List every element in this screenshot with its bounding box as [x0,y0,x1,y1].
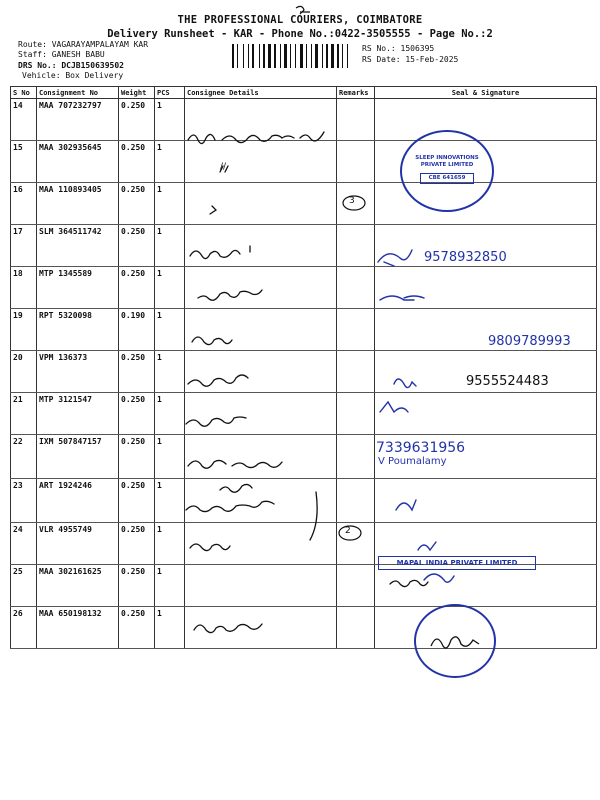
row-consignment: SLM 364511742 [37,225,119,267]
row-consignment: MAA 302935645 [37,141,119,183]
signature-name-24 [190,544,230,551]
row-pcs: 1 [155,435,185,479]
row-sno: 19 [11,309,37,351]
row-pcs: 1 [155,141,185,183]
row-weight: 0.250 [119,565,155,607]
row-consignment: MTP 3121547 [37,393,119,435]
signature-name-23 [186,484,317,540]
row-pcs: 1 [155,267,185,309]
row-pcs: 1 [155,99,185,141]
row-consignment: MAA 302161625 [37,565,119,607]
row-pcs: 1 [155,183,185,225]
signature-name-21 [186,417,246,426]
round-seal-2 [414,604,496,678]
signature-seal-26 [425,626,485,656]
drs-label: DRS No.: DCJB150639502 [18,61,124,70]
row-weight: 0.250 [119,267,155,309]
row-pcs: 1 [155,523,185,565]
row-pcs: 1 [155,309,185,351]
signature-mark-18 [378,250,412,266]
signature-mark-24 [418,542,436,550]
signature-name-19 [192,337,232,345]
row-consignment: RPT 5320098 [37,309,119,351]
signature-mark-21b [380,402,408,412]
staff-label: Staff: GANESH BABU [18,50,105,59]
col-remarks: Remarks [337,87,375,99]
signature-name-14 [188,132,324,144]
row-weight: 0.190 [119,309,155,351]
signature-name-20 [188,375,248,386]
header-scribble [296,6,310,14]
signature-mark-25 [424,574,454,582]
company-title: THE PROFESSIONAL COURIERS, COIMBATORE [177,14,423,26]
col-sno: S No [11,87,37,99]
phone-row-18: 9578932850 [424,250,507,265]
row-consignment: ART 1924246 [37,479,119,523]
signature-name-26 [194,624,262,633]
row-pcs: 1 [155,607,185,649]
row-weight: 0.250 [119,183,155,225]
signature-name-18 [198,290,262,300]
route-label: Route: VAGARAYAMPALAYAM KAR [18,40,149,49]
phone-row-22: 7339631956 [376,440,466,456]
row-sno: 17 [11,225,37,267]
row-sno: 23 [11,479,37,523]
row-sno: 20 [11,351,37,393]
seal-code: CBE 641659 [420,173,474,184]
row-sno: 14 [11,99,37,141]
runsheet-title: Delivery Runsheet - KAR - Phone No.:0422-3505555 - Page No.:2 [107,28,493,40]
row-pcs: 1 [155,479,185,523]
col-consignment: Consignment No [37,87,119,99]
row-sno: 24 [11,523,37,565]
company-rect-stamp: MAPAL INDIA PRIVATE LIMITED [378,556,536,570]
signature-mark-21 [394,379,416,388]
signature-mark-19 [380,296,424,300]
row-consignment: MAA 110893405 [37,183,119,225]
signature-name-22 [188,460,282,468]
tick-16 [210,206,216,214]
col-seal: Seal & Signature [375,87,597,99]
row-consignment: MAA 650198132 [37,607,119,649]
rs-date: RS Date: 15-Feb-2025 [362,55,459,64]
remark-16: 3 [349,196,355,206]
row-sno: 22 [11,435,37,479]
row-weight: 0.250 [119,435,155,479]
row-weight: 0.250 [119,479,155,523]
row-weight: 0.250 [119,607,155,649]
row-weight: 0.250 [119,523,155,565]
row-weight: 0.250 [119,351,155,393]
row-sno: 15 [11,141,37,183]
row-weight: 0.250 [119,393,155,435]
row-pcs: 1 [155,225,185,267]
col-consignee: Consignee Details [185,87,337,99]
row-pcs: 1 [155,393,185,435]
signature-mark-23 [396,500,416,510]
row-consignment: VPM 136373 [37,351,119,393]
seal-company: SLEEP INNOVATIONS PRIVATE LIMITED [415,155,479,169]
remark-24: 2 [345,526,351,536]
row-consignment: VLR 4955749 [37,523,119,565]
row-weight: 0.250 [119,225,155,267]
row-weight: 0.250 [119,99,155,141]
phone-row-20b: 9555524483 [466,374,549,389]
phone-row-20: 9809789993 [488,334,571,349]
row-sno: 25 [11,565,37,607]
name-row-22: V Poumalamy [378,456,447,467]
mark-15: // [220,162,227,172]
row-sno: 16 [11,183,37,225]
signature-name-17 [190,246,250,259]
row-sno: 26 [11,607,37,649]
col-pcs: PCS [155,87,185,99]
row-weight: 0.250 [119,141,155,183]
round-seal [400,130,494,212]
row-consignment: MTP 1345589 [37,267,119,309]
row-sno: 18 [11,267,37,309]
signature-name-25 [390,580,428,586]
row-consignment: IXM 507847157 [37,435,119,479]
col-weight: Weight [119,87,155,99]
row-sno: 21 [11,393,37,435]
row-pcs: 1 [155,351,185,393]
row-pcs: 1 [155,565,185,607]
rs-no: RS No.: 1506395 [362,44,435,53]
vehicle-label: Vehicle: Box Delivery [22,71,124,80]
row-consignment: MAA 707232797 [37,99,119,141]
